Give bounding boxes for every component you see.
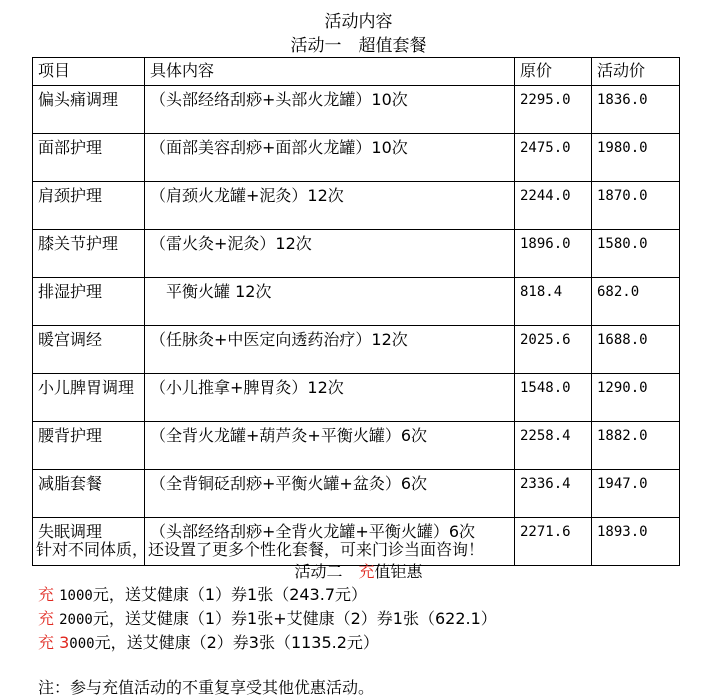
offer-line bbox=[38, 582, 367, 605]
cell-promo-price: 1836.0 bbox=[592, 86, 680, 134]
activity-one-title: 活动一 超值套餐 bbox=[290, 36, 427, 56]
activity-two-prefix: 活动二 bbox=[294, 562, 359, 581]
table-row bbox=[33, 134, 680, 182]
activity-two-title bbox=[0, 559, 717, 582]
table-row bbox=[33, 278, 680, 326]
offer-red-prefix: 充 bbox=[38, 585, 55, 604]
table-row bbox=[33, 374, 680, 422]
cell-original-price: 2295.0 bbox=[515, 86, 592, 134]
cell-promo-price: 1882.0 bbox=[592, 422, 680, 470]
cell-promo-price: 1580.0 bbox=[592, 230, 680, 278]
cell-original-price: 2025.6 bbox=[515, 326, 592, 374]
cell-promo-price: 1870.0 bbox=[592, 182, 680, 230]
cell-promo-price: 1980.0 bbox=[592, 134, 680, 182]
header-original-price: 原价 bbox=[515, 58, 592, 86]
offer-line bbox=[38, 606, 497, 629]
cell-original-price: 818.4 bbox=[515, 278, 592, 326]
cell-item: 面部护理 bbox=[33, 134, 145, 182]
cell-original-price: 1896.0 bbox=[515, 230, 592, 278]
cell-promo-price: 1688.0 bbox=[592, 326, 680, 374]
header-content: 具体内容 bbox=[145, 58, 515, 86]
table-row bbox=[33, 86, 680, 134]
cell-content: （任脉灸+中医定向透药治疗）12次 bbox=[145, 326, 515, 374]
cell-original-price: 2336.4 bbox=[515, 470, 592, 518]
cell-item: 膝关节护理 bbox=[33, 230, 145, 278]
cell-content: 平衡火罐 12次 bbox=[145, 278, 515, 326]
header-promo-price: 活动价 bbox=[592, 58, 680, 86]
cell-original-price: 2258.4 bbox=[515, 422, 592, 470]
cell-content: （小儿推拿+脾胃灸）12次 bbox=[145, 374, 515, 422]
package-table bbox=[32, 57, 680, 566]
cell-content: （全背铜砭刮痧+平衡火罐+盆灸）6次 bbox=[145, 470, 515, 518]
custom-package-note: 针对不同体质，还设置了更多个性化套餐，可来门诊当面咨询！ bbox=[36, 540, 485, 559]
cell-item: 肩颈护理 bbox=[33, 182, 145, 230]
cell-item: 减脂套餐 bbox=[33, 470, 145, 518]
offer-red-prefix: 充 bbox=[38, 609, 55, 628]
table-row bbox=[33, 422, 680, 470]
table-row bbox=[33, 470, 680, 518]
offer-amount: 000 bbox=[69, 636, 95, 652]
offer-text: 元，送艾健康（1）券1张+艾健康（2）券1张（622.1） bbox=[92, 609, 497, 628]
offer-amount: 1000 bbox=[59, 588, 93, 604]
cell-content: （雷火灸+泥灸）12次 bbox=[145, 230, 515, 278]
page-title: 活动内容 bbox=[324, 12, 393, 32]
cell-original-price: 2244.0 bbox=[515, 182, 592, 230]
cell-item: 腰背护理 bbox=[33, 422, 145, 470]
cell-original-price: 2475.0 bbox=[515, 134, 592, 182]
table-header-row bbox=[33, 58, 680, 86]
offer-text: 元，送艾健康（1）券1张（243.7元） bbox=[92, 585, 367, 604]
offer-amount: 2000 bbox=[59, 612, 93, 628]
cell-original-price: 2271.6 bbox=[515, 518, 592, 566]
cell-item: 失眠调理 bbox=[33, 518, 145, 566]
cell-content: （面部美容刮痧+面部火龙罐）10次 bbox=[145, 134, 515, 182]
cell-content: （肩颈火龙罐+泥灸）12次 bbox=[145, 182, 515, 230]
cell-item: 暖宫调经 bbox=[33, 326, 145, 374]
table-row bbox=[33, 230, 680, 278]
cell-item: 排湿护理 bbox=[33, 278, 145, 326]
cell-original-price: 1548.0 bbox=[515, 374, 592, 422]
offer-text: 元，送艾健康（2）券3张（1135.2元） bbox=[94, 633, 379, 652]
cell-promo-price: 1947.0 bbox=[592, 470, 680, 518]
table-row bbox=[33, 182, 680, 230]
cell-content: （全背火龙罐+葫芦灸+平衡火罐）6次 bbox=[145, 422, 515, 470]
footnote: 注：参与充值活动的不重复享受其他优惠活动。 bbox=[38, 678, 375, 697]
cell-content: （头部经络刮痧+全背火龙罐+平衡火罐）6次 bbox=[145, 518, 515, 566]
activity-two-suffix: 值钜惠 bbox=[374, 562, 423, 581]
offer-red-prefix: 充 3 bbox=[38, 633, 70, 652]
cell-promo-price: 1290.0 bbox=[592, 374, 680, 422]
cell-promo-price: 1893.0 bbox=[592, 518, 680, 566]
table-row bbox=[33, 326, 680, 374]
cell-content: （头部经络刮痧+头部火龙罐）10次 bbox=[145, 86, 515, 134]
offer-line bbox=[38, 630, 379, 653]
header-item: 项目 bbox=[33, 58, 145, 86]
activity-two-red-char: 充 bbox=[358, 562, 375, 581]
cell-item: 小儿脾胃调理 bbox=[33, 374, 145, 422]
cell-item: 偏头痛调理 bbox=[33, 86, 145, 134]
cell-promo-price: 682.0 bbox=[592, 278, 680, 326]
